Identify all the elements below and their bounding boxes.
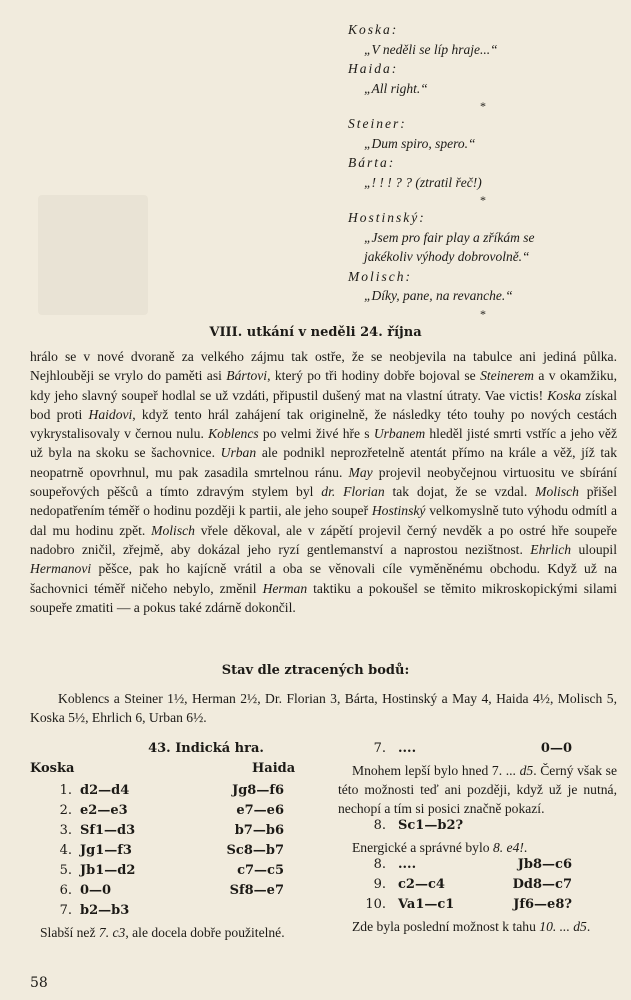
black-player: Haida <box>252 761 296 776</box>
quote-molisch <box>348 267 618 306</box>
game-left-column <box>30 741 322 942</box>
move-number: 10. <box>365 897 386 912</box>
move-row <box>30 843 322 863</box>
move-row <box>30 883 322 903</box>
player-name: Steinerem <box>480 368 534 384</box>
move-row <box>338 897 617 917</box>
move-number: 3. <box>59 823 72 838</box>
quote-line: „Jsem pro fair play a zříkám se <box>364 229 535 245</box>
speaker-name: Hostinský: <box>348 210 426 225</box>
speaker-name: Koska: <box>348 22 399 37</box>
move-row <box>338 857 617 877</box>
white-move: Jg1—f3 <box>80 843 132 858</box>
move-row <box>30 803 322 823</box>
speaker-name: Haida: <box>348 61 399 76</box>
section-heading: VIII. utkání v neděli 24. října <box>209 325 422 340</box>
player-name: Koska <box>547 387 582 403</box>
move-number: 4. <box>59 843 72 858</box>
standings-text: Koblencs a Steiner 1½, Herman 2½, Dr. Florian 3, Bárta, Hostinský a May 4, Haida 4½, Molisch 5, Koska 5½, Ehrlich 6, Urban 6½. <box>30 691 617 726</box>
player-name: dr. Florian <box>321 484 385 500</box>
quote-koska <box>348 20 618 59</box>
game-right-column <box>338 741 617 936</box>
black-move: Sf8—e7 <box>229 883 284 898</box>
quote-line: „V neděli se líp hraje...“ <box>364 41 498 57</box>
move-list <box>30 783 322 923</box>
black-move: Jg8—f6 <box>232 783 284 798</box>
page-number: 58 <box>30 975 48 991</box>
quotes-block <box>348 20 618 322</box>
quote-haida <box>348 59 618 98</box>
move-row <box>30 863 322 883</box>
white-move: .... <box>398 741 417 756</box>
game-title: 43. Indická hra. <box>148 741 264 756</box>
player-name: Molisch <box>151 522 195 538</box>
move-number: 8. <box>373 857 386 872</box>
white-move: d2—d4 <box>80 783 130 798</box>
speaker-name: Molisch: <box>348 268 412 284</box>
move-row <box>30 823 322 843</box>
player-name: Haidovi <box>88 406 133 422</box>
black-move: 0—0 <box>540 741 572 756</box>
black-move: Jf6—e8? <box>513 897 572 912</box>
black-move: Jb8—c6 <box>517 857 572 872</box>
black-move: e7—e6 <box>236 803 284 818</box>
player-name: Herman <box>262 580 308 596</box>
player-name: Urbanem <box>373 426 426 442</box>
move-comment: Zde byla poslední možnost k tahu 10. ... d5. <box>352 919 591 934</box>
black-move: Dd8—c7 <box>512 877 572 892</box>
white-move: e2—e3 <box>80 803 128 818</box>
quote-line: „Díky, pane, na revanche.“ <box>364 288 513 303</box>
white-move: 0—0 <box>80 883 112 898</box>
quote-line-continued: jakékoliv výhody dobrovolně.“ <box>364 249 530 264</box>
player-name: Urban <box>220 445 257 461</box>
speaker-name: Bárta: <box>348 155 396 170</box>
move-comment: Energické a správné bylo 8. e4!. <box>352 840 528 855</box>
move-number: 7. <box>59 903 72 918</box>
quote-line: „! ! ! ? ? (ztratil řeč!) <box>364 174 482 190</box>
move-comment: Mnohem lepší bylo hned 7. ... d5. Černý však se této možnosti teď ani později, když už je nutná, nechopí a tím si posici značně pokazí. <box>338 763 617 816</box>
speaker-name: Steiner: <box>348 116 407 131</box>
separator-star: * <box>480 306 486 321</box>
move-row <box>338 877 617 897</box>
white-player: Koska <box>30 761 75 776</box>
move-number: 2. <box>59 803 72 818</box>
player-name: May <box>348 464 373 480</box>
move-list <box>338 857 617 917</box>
player-name: Ehrlich <box>530 541 572 557</box>
white-move: Jb1—d2 <box>80 863 136 878</box>
quote-line: „All right.“ <box>364 80 428 96</box>
move-row <box>338 741 617 761</box>
quote-line: „Dum spiro, spero.“ <box>364 135 476 151</box>
move-number: 8. <box>373 818 386 833</box>
white-move: c2—c4 <box>398 877 445 892</box>
move-row <box>30 783 322 803</box>
players-header <box>30 761 322 783</box>
move-comment: Slabší než 7. c3, ale docela dobře použitelné. <box>40 925 285 940</box>
player-name: Koblencs <box>208 426 259 442</box>
white-move: Sf1—d3 <box>80 823 136 838</box>
move-number: 6. <box>59 883 72 898</box>
separator-star: * <box>480 99 486 113</box>
black-move: c7—c5 <box>237 863 284 878</box>
player-name: Hostinský <box>371 503 426 519</box>
move-number: 1. <box>59 783 72 798</box>
move-row <box>30 903 322 923</box>
body-paragraph: hrálo se v nové dvoraně za velkého zájmu tak ostře, že se neobjevila na tabulce ani jediná půlka. Nejhlouběji se vrylo do paměti asi Bártovi, který po tři hodiny dobře bojoval se Steinerem a v okamžiku, kdy jeho slavný soupeř hodlal se už vzdáti, připustil dušený mat na vlastní útraty. Vae victis! Koska získal bod proti Haidovi, když tento hrál zahájení tak originelně, že následky této touhy po nových cestách vykrystalisovaly v černou nulu. Koblencs po velmi živé hře s Urbanem hleděl jisté smrti vstříc a jeho věž už byla na skoku se šachovnice. Urban ale podnikl neprozřetelně atentát přímo na krále a věž, jíž tak neopatrně opovrhnul, mu pak zasadila smrtelnou ránu. May projevil neobyčejnou virtuositu ve sbírání soupeřových pěšců a tímto zdravým stylem byl dr. Florian tak dojat, že se vzdal. Molisch přišel nedopatřením téměř o hodinu později k partii, ale jeho soupeř Hostinský velkomyslně tuto výhodu odmítl a dal mu hodinu zpět. Molisch vřele děkoval, ale v zápětí projevil černý nevděk a po ostré hře soupeře nadobro zničil, zřejmě, aby dokázal jeho ryzí gentlemanství a naprostou nezištnost. Ehrlich uloupil Hermanovi pěšce, pak ho kajícně vrátil a oba se věnovali cíle vyměněnému obchodu. Když už na šachovnici téměř ničeho nebylo, změnil Herman taktiku a pokoušel se těmito mikroskopickými silami soupeře zmatiti — a pokus také zdárně dokončil. <box>30 349 618 615</box>
white-move: Sc1—b2? <box>398 818 464 833</box>
white-move: .... <box>398 857 417 872</box>
quote-steiner <box>348 114 618 153</box>
separator-star: * <box>480 193 486 207</box>
player-name: Bártovi <box>226 368 268 384</box>
player-name: Molisch <box>535 484 579 500</box>
white-move: b2—b3 <box>80 903 130 918</box>
move-row <box>338 818 617 838</box>
standings-heading: Stav dle ztracených bodů: <box>221 663 410 678</box>
quote-barta <box>348 153 618 192</box>
move-number: 9. <box>373 877 386 892</box>
black-move: Sc8—b7 <box>226 843 284 858</box>
move-number: 7. <box>373 741 386 756</box>
player-name: Hermanovi <box>30 561 92 577</box>
black-move: b7—b6 <box>234 823 284 838</box>
quote-hostinsky <box>348 208 618 267</box>
move-number: 5. <box>59 863 72 878</box>
white-move: Va1—c1 <box>398 897 455 912</box>
